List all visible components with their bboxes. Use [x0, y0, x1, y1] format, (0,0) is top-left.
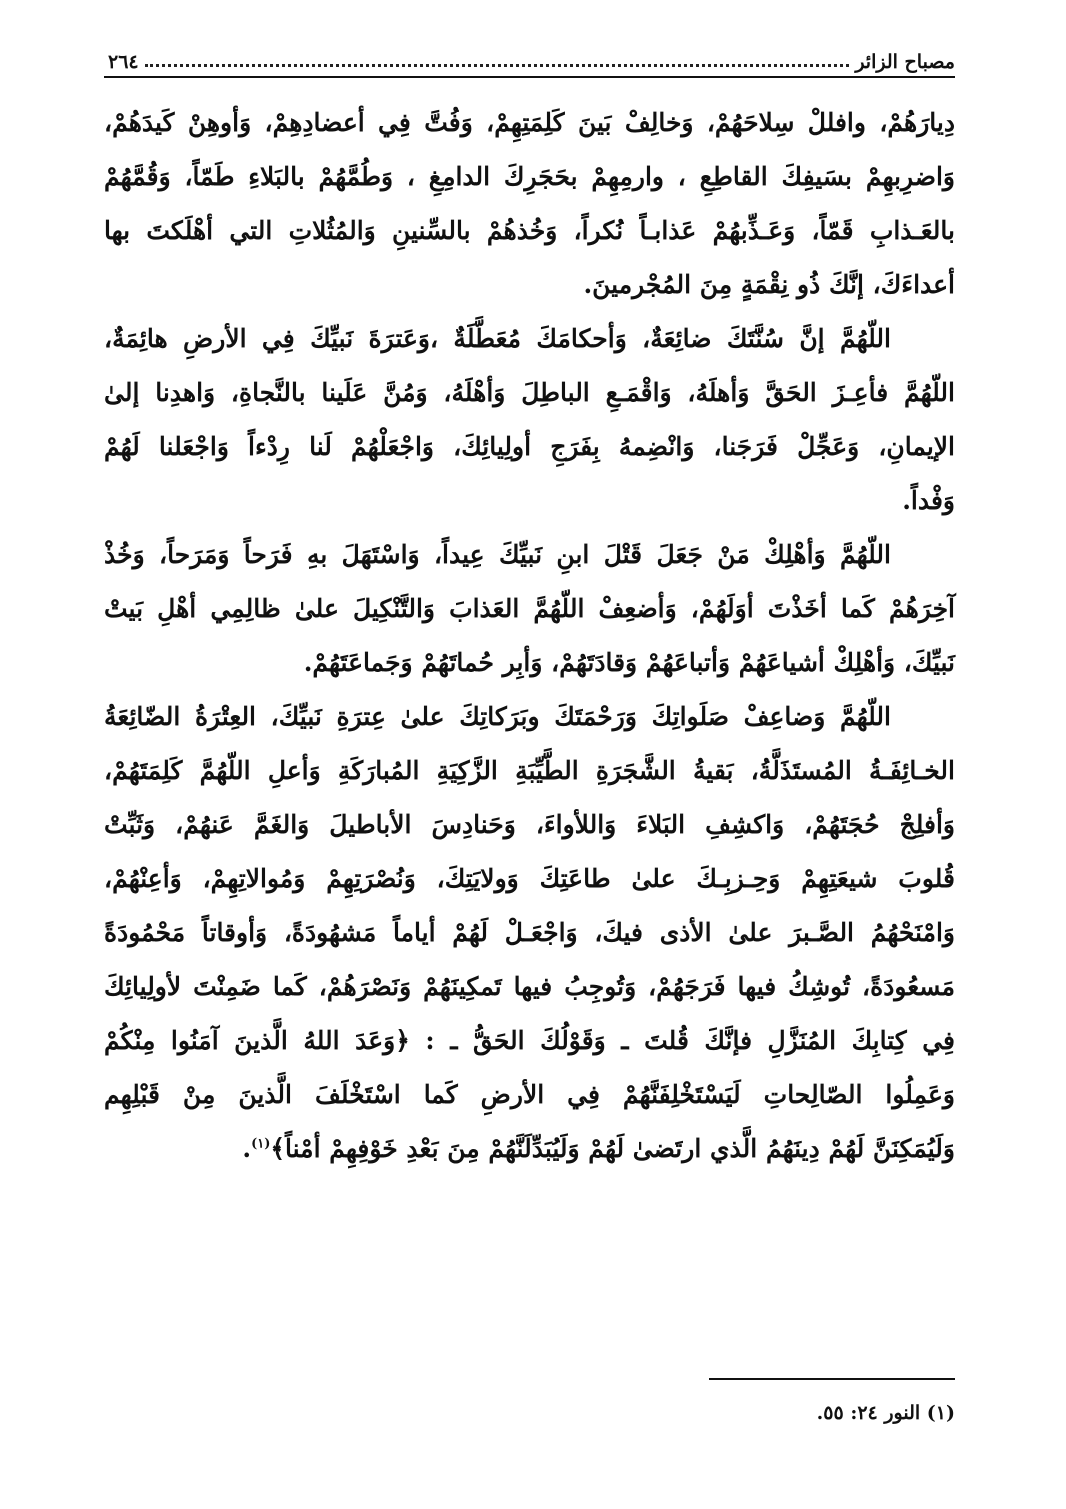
header-dot-leader — [145, 64, 850, 67]
paragraph-first-line: اللّهُمَّ إنَّ سُنَّتَكَ ضائِعَةٌ، وَأحكامَكَ مُعَطَّلَةٌ ،وَعَترَةَ نَبيِّكَ فِي الأرضِ هائِمَةٌ، — [104, 324, 891, 353]
text-line: بالعَـذابِ قَمّاً، وَعَـذِّبهُمْ عَذابـاً نُكراً، وَخُذهُمْ بالسِّنينِ وَالمُثُلاتِ التي أهْلَكتَ بها — [104, 216, 955, 245]
text-line: وَامْنَحْهُمُ الصَّـبرَ علىٰ الأذى فيكَ، وَاجْعَـلْ لَهُمْ أياماً مَشهُودَةً، وَأوقاتاً مَحْمُودَةً — [104, 918, 955, 947]
text-line: وَعَمِلُوا الصّالِحاتِ لَيَسْتَخْلِفَنَّهُمْ فِي الأرضِ كَما اسْتَخْلَفَ الَّذينَ مِنْ قَبْلِهِم — [104, 1080, 955, 1109]
text-line: الخـائِفَـةُ المُستَذَلَّةُ، بَقيةُ الشَّجَرَةِ الطَّيِّبَةِ الزَّكِيَةِ المُبارَكَةِ وَأعلِ اللّهُمَّ كَلِمَتَهُمْ، — [104, 756, 955, 785]
text-line: دِيارَهُمْ، وافللْ سِلاحَهُمْ، وَخالِفْ بَينَ كَلِمَتِهِمْ، وَفُتَّ فِي أعضادِهِمْ، وَأوهِنْ كَيدَهُمْ، — [104, 108, 955, 137]
text-line: مَسعُودَةً، تُوشِكُ فيها فَرَجَهُمْ، وَتُوجِبُ فيها تَمكِينَهُمْ وَنَصْرَهُمْ، كَما ضَمِنْتَ لأولِيائِكَ — [104, 972, 955, 1001]
text-line: آخِرَهُمْ كَما أخَذْتَ أوَلَهُمْ، وَأضعِفْ اللّهُمَّ العَذابَ وَالتَّنْكِيلَ علىٰ ظالِمِي أهْلِ بَيتْ — [104, 594, 955, 623]
paragraph-first-line: اللّهُمَّ وَأهْلِكْ مَنْ جَعَلَ قَتْلَ ابنِ نَبيِّكَ عِيداً، وَاسْتَهَلَ بهِ فَرَحاً وَمَرَحاً، وَخُذْ — [104, 540, 891, 569]
text-line: وَأفلِجْ حُجَتَهُمْ، وَاكشِفِ البَلاءَ وَاللأواءَ، وَحَنادِسَ الأباطيلَ وَالغَمَّ عَنهُمْ، وَثَبِّتْ — [104, 810, 955, 839]
line-end-marker: . — [242, 1134, 252, 1163]
running-header — [104, 38, 955, 78]
footnote-separator — [709, 1378, 955, 1380]
paragraph-first-line: اللّهُمَّ وَضاعِفْ صَلَواتِكَ وَرَحْمَتَكَ وبَرَكاتِكَ علىٰ عِترَةِ نَبيِّكَ، العِتْرَةُ الضّائِعَةُ — [104, 702, 891, 731]
text-line: فِي كِتابِكَ المُنَزَّلِ فإنَّكَ قُلتَ ـ وَقَوْلُكَ الحَقُّ ـ : ﴿وَعَدَ اللهُ الَّذينَ آمَنُوا مِنْكُمْ — [104, 1026, 956, 1055]
book-title: مصباح الزائر — [855, 51, 955, 73]
text-line: أعداءَكَ، إنَّكَ ذُو نِقْمَةٍ مِنَ المُجْرمينَ. — [583, 270, 955, 299]
text-line: قُلوبَ شيعَتِهِمْ وَحِـزبِـكَ علىٰ طاعَتِكَ وَولايَتِكَ، وَنُصْرَتِهِمْ وَمُوالاتِهِمْ، وَأعِنْهُمْ، — [104, 864, 955, 893]
text-line: وَفْداً. — [902, 486, 955, 515]
text-line: وَاضرِبهِمْ بسَيفِكَ القاطِعِ ، وارمِهِمْ بحَجَرِكَ الدامِغِ ، وَطُمَّهُمْ بالبَلاءِ طَمّاً، وَقُمَّهُمْ — [104, 162, 955, 191]
text-line: الإيمانِ، وَعَجِّلْ فَرَجَنا، وَانْضِمهُ بِفَرَجِ أولِيائِكَ، وَاجْعَلْهُمْ لَنا رِدْءاً وَاجْعَلنا لَهُمْ — [104, 432, 955, 461]
footnote-reference: (١) — [251, 1136, 271, 1152]
text-line: اللّهُمَّ فأعِـزَ الحَقَّ وَأهلَهُ، وَاقْمَـعِ الباطِلَ وَأهْلَهُ، وَمُنَّ عَلَينا بالنَّجاةِ، وَاهدِنا إلىٰ — [104, 378, 955, 407]
page-body — [104, 96, 955, 1176]
text-line-with-footnote — [104, 1122, 955, 1176]
page-number: ٢٦٤ — [108, 51, 139, 73]
footnote: (١) النور ٢٤: ٥٥. — [816, 1402, 955, 1424]
verse-text: وَلَيُمَكِنَنَّ لَهُمْ دِينَهُمُ الَّذي ارتَضىٰ لَهُمْ وَلَيُبَدِّلَنَّهُمْ مِنَ بَعْدِ خَوْفِهِمْ أمْناً﴾ — [270, 1134, 955, 1163]
text-line: نَبيِّكَ، وَأهْلِكْ أشياعَهُمْ وَأتباعَهُمْ وَقادَتَهُمْ، وَأبِر حُماتَهُمْ وَجَماعَتَهُمْ. — [303, 648, 955, 677]
